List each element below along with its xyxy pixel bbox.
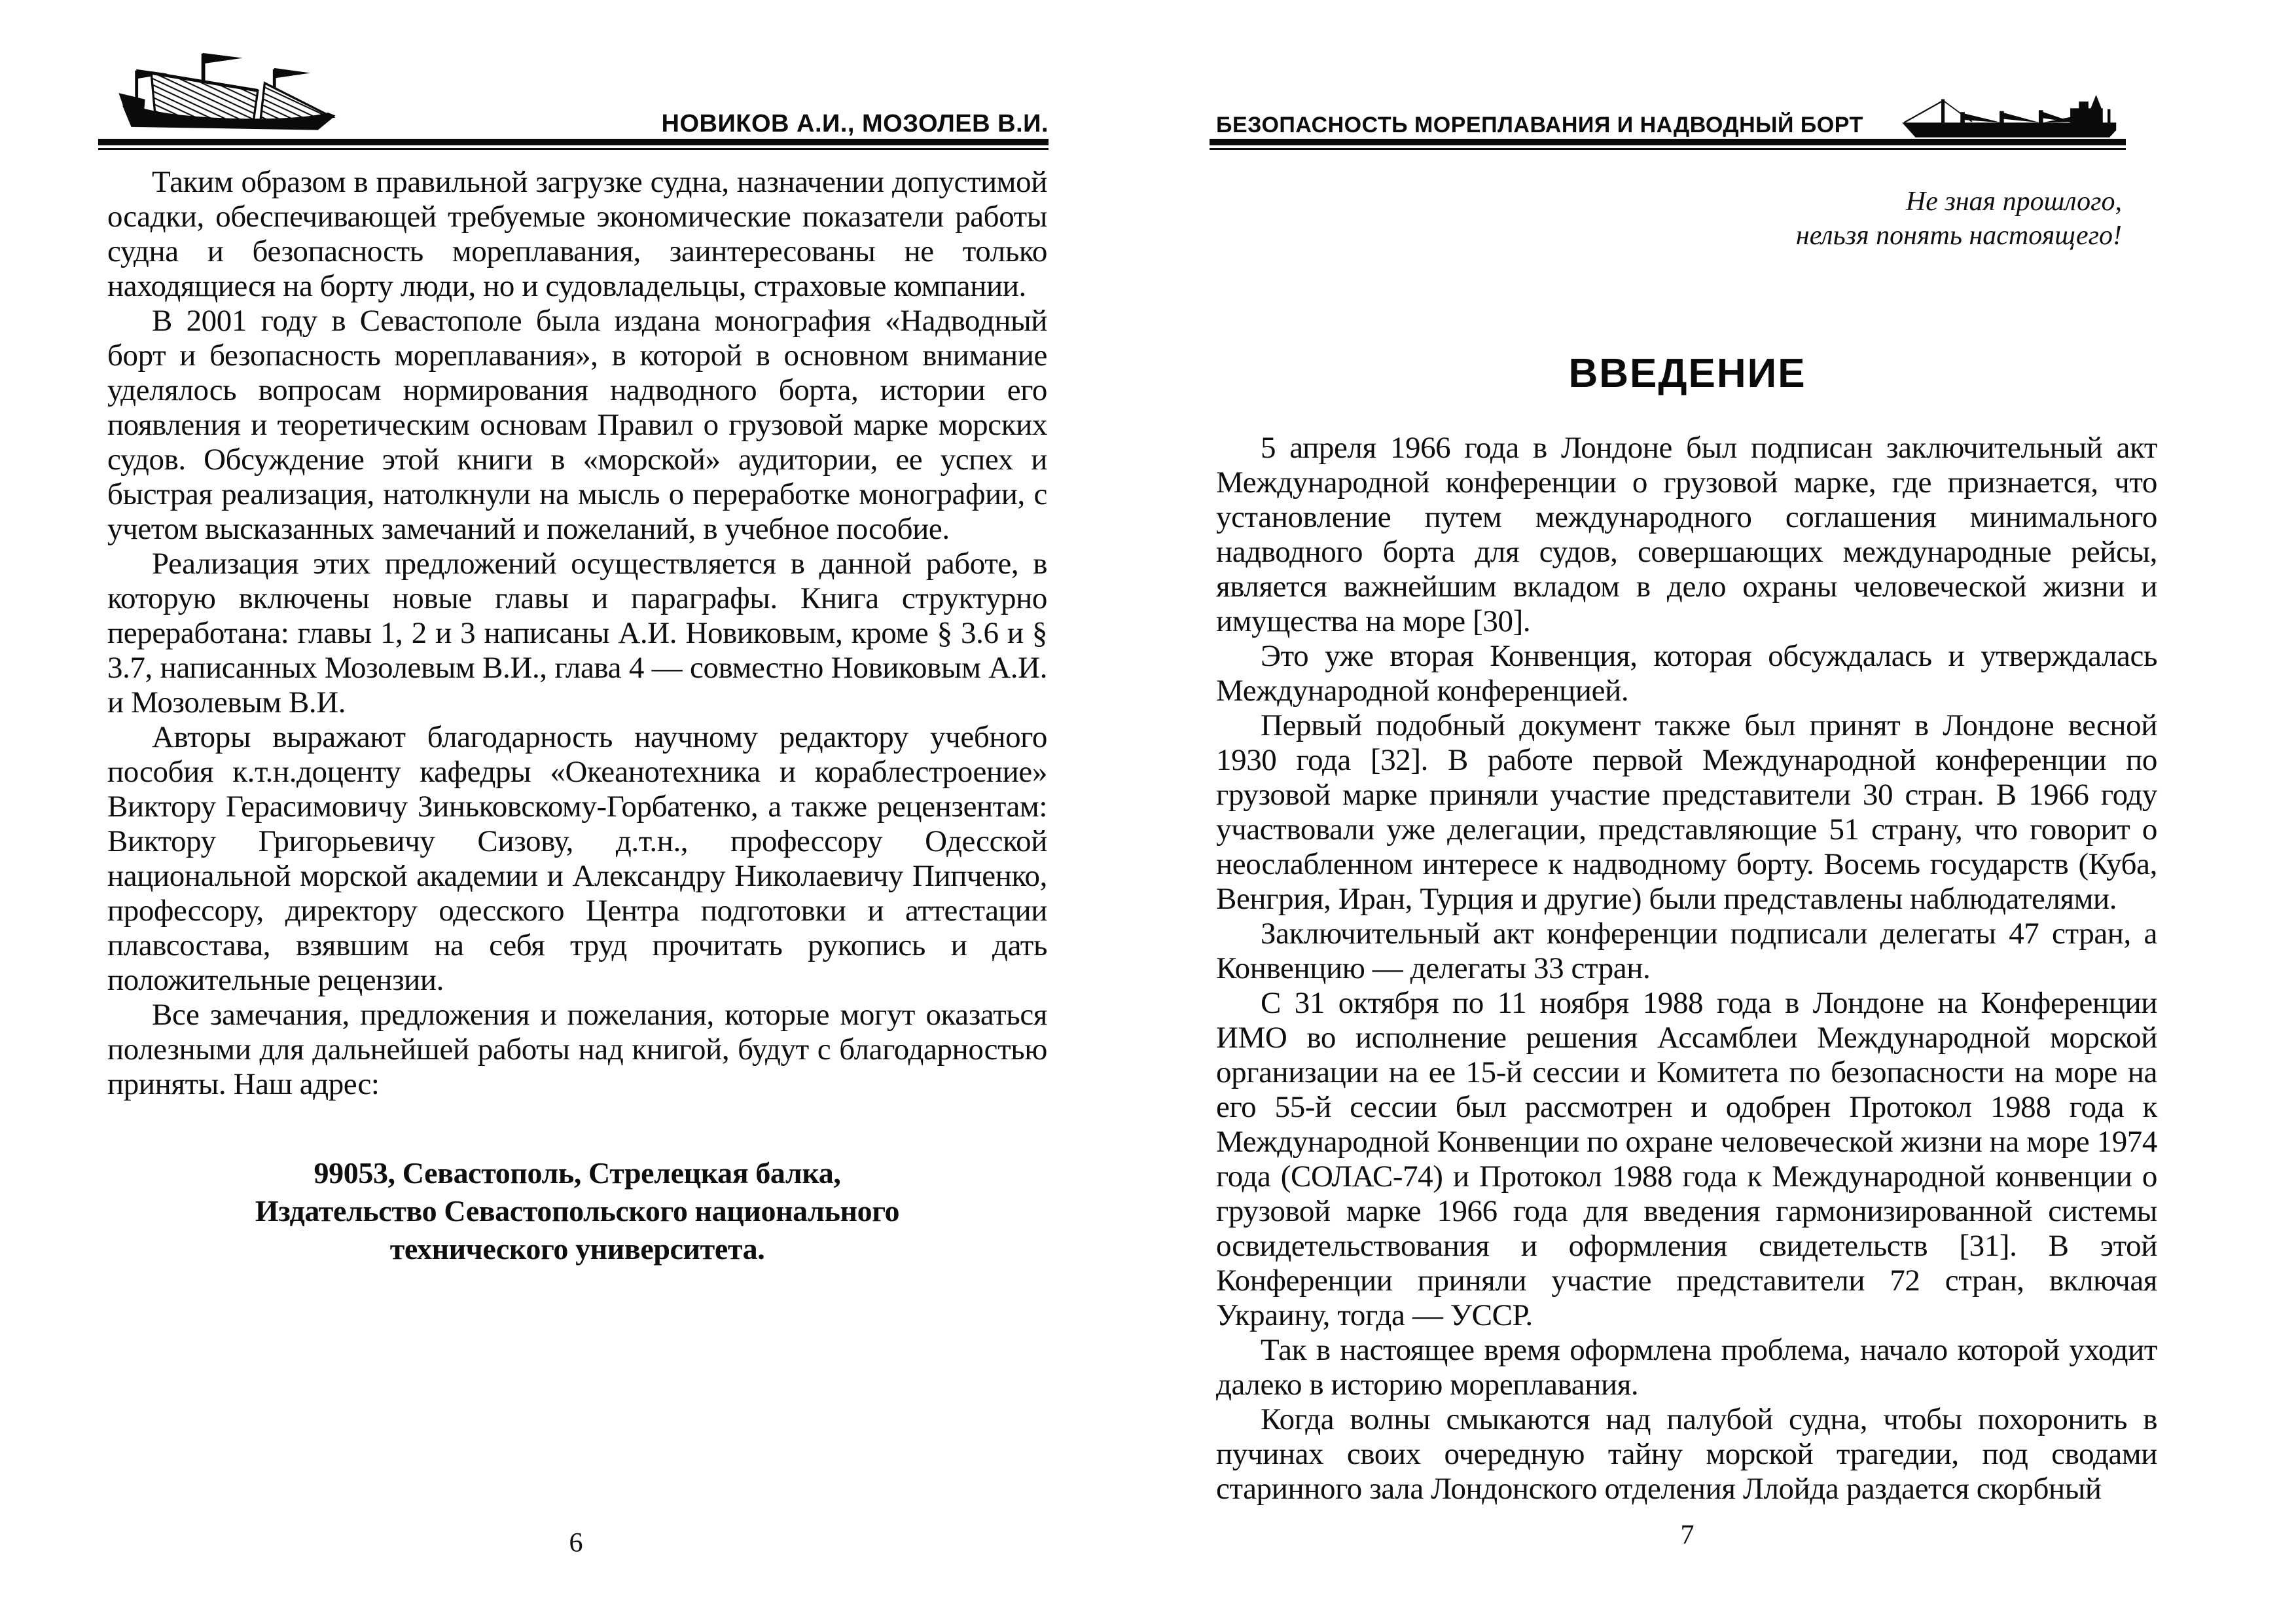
paragraph: В 2001 году в Севастополе была издана монография «Надводный борт и безопасность мореплавания», в которой в основном внимание уделялось вопросам нормирования надводного борта, истории его появления и теоретическим основам Правил о грузовой марке морских судов. Обсуждение этой книги в «морской» аудитории, ее успех и быстрая реализация, натолкнули на мысль о переработке монографии, с учетом высказанных замечаний и пожеланий, в учебное пособие. xyxy=(107,304,1047,546)
paragraph: Когда волны смыкаются над палубой судна, чтобы похоронить в пучинах своих очередную тайну морской трагедии, под сводами старинного зала Лондонского отделения Ллойда раздается скорбный xyxy=(1216,1402,2157,1506)
sailing-ship-icon xyxy=(110,51,373,140)
page-number: 6 xyxy=(569,1528,583,1558)
epigraph xyxy=(1796,185,2122,253)
cargo-ship-icon xyxy=(1895,93,2132,141)
right-page-text xyxy=(1216,431,2157,1506)
paragraph: Все замечания, предложения и пожелания, которые могут оказаться полезными для дальнейшей работы над книгой, будут с благодарностью приняты. Наш адрес: xyxy=(107,998,1047,1101)
right-page xyxy=(1210,0,2165,1623)
paragraph: Таким образом в правильной загрузке судна, назначении допустимой осадки, обеспечивающей требуемые экономические показатели работы судна и безопасность мореплавания, заинтересованы не только находящиеся на борту люди, но и судовладельцы, страховые компании. xyxy=(107,165,1047,303)
page-number: 7 xyxy=(1680,1520,1695,1550)
paragraph: С 31 октября по 11 ноября 1988 года в Лондоне на Конференции ИМО во исполнение решения Ассамблеи Международной морской организации на ее 15-й сессии и Комитета по безопасности на море на его 55-й сессии был рассмотрен и одобрен Протокол 1988 года к Международной Конвенции по охране человеческой жизни на море 1974 года (СОЛАС-74) и Протокол 1988 года к Международной конвенции о грузовой марке 1966 года для введения гармонизированной системы освидетельствования и оформления свидетельств [31]. В этой Конференции приняли участие представители 72 стран, включая Украину, тогда — УССР. xyxy=(1216,986,2157,1332)
header-rule xyxy=(1210,139,2126,150)
address-line: Издательство Севастопольского национального xyxy=(255,1194,900,1228)
authors-running-head: НОВИКОВ А.И., МОЗОЛЕВ В.И. xyxy=(661,110,1049,137)
paragraph: Первый подобный документ также был принят в Лондоне весной 1930 года [32]. В работе первой Международной конференции по грузовой марке приняли участие представители 30 стран. В 1966 году участвовали уже делегации, представляющие 51 страну, что говорит о неослабленном интересе к надводному борту. Восемь государств (Куба, Венгрия, Иран, Турция и другие) были представлены наблюдателями. xyxy=(1216,708,2157,916)
header-rule xyxy=(98,139,1049,150)
epigraph-line: Не зная прошлого, xyxy=(1905,187,2122,217)
paragraph: Так в настоящее время оформлена проблема, начало которой уходит далеко в историю мореплавания. xyxy=(1216,1333,2157,1402)
paragraph: Это уже вторая Конвенция, которая обсуждалась и утверждалась Международной конференцией. xyxy=(1216,639,2157,708)
paragraph: 5 апреля 1966 года в Лондоне был подписан заключительный акт Международной конференции о грузовой марке, где признается, что установление путем международного соглашения минимального надводного борта для судов, совершающих международные рейсы, является важнейшим вкладом в дело охраны человеческой жизни и имущества на море [30]. xyxy=(1216,431,2157,638)
address-line: 99053, Севастополь, Стрелецкая балка, xyxy=(314,1156,841,1190)
left-page xyxy=(98,0,1054,1623)
paragraph: Заключительный акт конференции подписали делегаты 47 стран, а Конвенцию — делегаты 33 стран. xyxy=(1216,917,2157,985)
left-page-text xyxy=(107,165,1047,1268)
book-title-running-head: БЕЗОПАСНОСТЬ МОРЕПЛАВАНИЯ И НАДВОДНЫЙ БОРТ xyxy=(1216,113,1863,137)
epigraph-line: нельзя понять настоящего! xyxy=(1795,221,2122,251)
publisher-address xyxy=(107,1154,1047,1268)
paragraph: Реализация этих предложений осуществляется в данной работе, в которую включены новые главы и параграфы. Книга структурно переработана: главы 1, 2 и 3 написаны А.И. Новиковым, кроме § 3.6 и § 3.7, написанных Мозолевым В.И., глава 4 — совместно Новиковым А.И. и Мозолевым В.И. xyxy=(107,547,1047,720)
chapter-heading: ВВЕДЕНИЕ xyxy=(1568,351,1806,396)
address-line: технического университета. xyxy=(389,1232,765,1266)
paragraph: Авторы выражают благодарность научному редактору учебного пособия к.т.н.доценту кафедры «Океанотехника и кораблестроение» Виктору Герасимовичу Зиньковскому-Горбатенко, а также рецензентам: Виктору Григорьевичу Сизову, д.т.н., профессору Одесской национальной морской академии и Александру Николаевичу Пипченко, профессору, директору одесского Центра подготовки и аттестации плавсостава, взявшим на себя труд прочитать рукопись и дать положительные рецензии. xyxy=(107,720,1047,997)
